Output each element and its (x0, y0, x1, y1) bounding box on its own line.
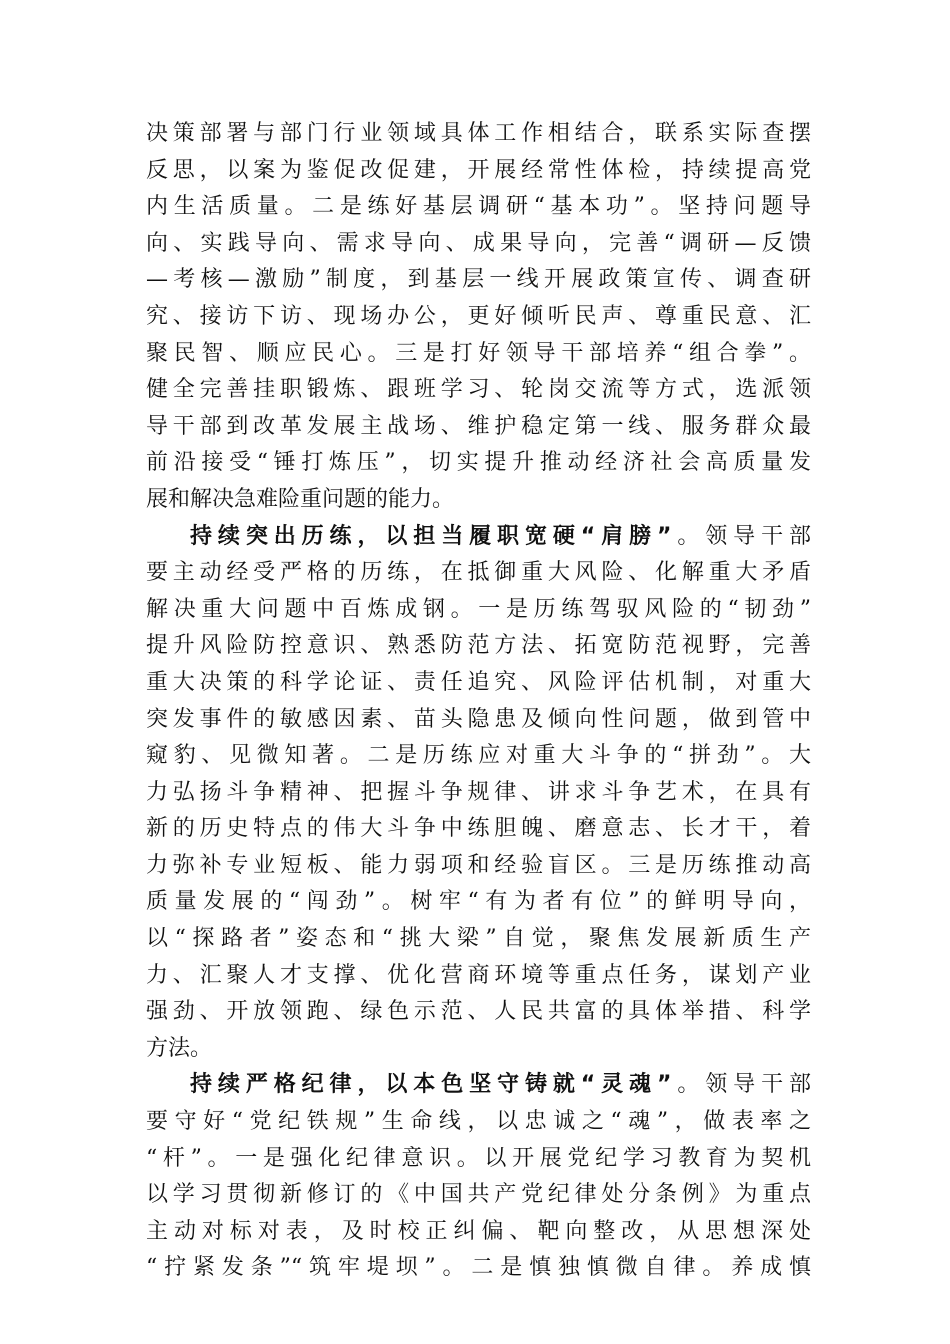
text-line: 突发事件的敏感因素、苗头隐患及倾向性问题，做到管中 (146, 706, 811, 732)
text-line: 主动对标对表，及时校正纠偏、靶向整改，从思想深处 (146, 1218, 811, 1244)
text-line: 健全完善挂职锻炼、跟班学习、轮岗交流等方式，选派领 (146, 377, 811, 403)
text-line: 方法。 (146, 1035, 213, 1061)
text-line: 前沿接受“锤打炼压”，切实提升推动经济社会高质量发 (146, 450, 811, 476)
text-line: 强劲、开放领跑、绿色示范、人民共富的具体举措、科学 (146, 999, 811, 1025)
text-line: 聚民智、顺应民心。三是打好领导干部培养“组合拳”。 (146, 340, 811, 366)
text-line: 窥豹、见微知著。二是历练应对重大斗争的“拼劲”。大 (146, 743, 811, 769)
text-line: “拧紧发条”“筑牢堤坝”。二是慎独慎微自律。养成慎 (146, 1255, 811, 1281)
heading-continuation: 。领导干部 (671, 1072, 811, 1098)
text-line: 力弥补专业短板、能力弱项和经验盲区。三是历练推动高 (146, 852, 811, 878)
text-line: 以“探路者”姿态和“挑大梁”自觉，聚焦发展新质生产 (146, 926, 811, 952)
document-body (146, 116, 811, 1287)
paragraph-first-line (146, 1067, 811, 1104)
text-line: —考核—激励”制度，到基层一线开展政策宣传、调查研 (146, 267, 811, 293)
text-line: 要主动经受严格的历练，在抵御重大风险、化解重大矛盾 (146, 560, 811, 586)
text-line: 新的历史特点的伟大斗争中练胆魄、磨意志、长才干，着 (146, 816, 811, 842)
paragraph-first-line (146, 519, 811, 556)
paragraph-2 (146, 519, 811, 1068)
text-line: 决策部署与部门行业领域具体工作相结合，联系实际查摆 (146, 121, 811, 146)
text-line: 质量发展的“闯劲”。树牢“有为者有位”的鲜明导向， (146, 889, 811, 915)
paragraph-1 (146, 116, 811, 519)
paragraph-3 (146, 1067, 811, 1287)
text-line: 以学习贯彻新修订的《中国共产党纪律处分条例》为重点 (146, 1182, 811, 1208)
paragraph-heading: 持续严格纪律，以本色坚守铸就“灵魂” (190, 1072, 672, 1098)
text-line: “杆”。一是强化纪律意识。以开展党纪学习教育为契机 (146, 1145, 811, 1171)
heading-continuation: 。领导干部 (671, 523, 811, 549)
text-line: 力、汇聚人才支撑、优化营商环境等重点任务，谋划产业 (146, 962, 811, 988)
text-line: 导干部到改革发展主战场、维护稳定第一线、服务群众最 (146, 413, 811, 439)
text-line: 展和解决急难险重问题的能力。 (146, 486, 455, 512)
text-line: 反思，以案为鉴促改促建，开展经常性体检，持续提高党 (146, 157, 811, 183)
text-line: 重大决策的科学论证、责任追究、风险评估机制，对重大 (146, 669, 811, 695)
text-line: 力弘扬斗争精神、把握斗争规律、讲求斗争艺术，在具有 (146, 779, 811, 805)
text-line: 解决重大问题中百炼成钢。一是历练驾驭风险的“韧劲” (146, 596, 811, 622)
text-line: 提升风险防控意识、熟悉防范方法、拓宽防范视野，完善 (146, 633, 811, 659)
paragraph-heading: 持续突出历练，以担当履职宽硬“肩膀” (190, 523, 672, 549)
text-line: 要守好“党纪铁规”生命线，以忠诚之“魂”，做表率之 (146, 1109, 811, 1135)
text-line: 向、实践导向、需求导向、成果导向，完善“调研—反馈 (146, 230, 811, 256)
text-line: 究、接访下访、现场办公，更好倾听民声、尊重民意、汇 (146, 303, 811, 329)
text-line: 内生活质量。二是练好基层调研“基本功”。坚持问题导 (146, 194, 811, 220)
